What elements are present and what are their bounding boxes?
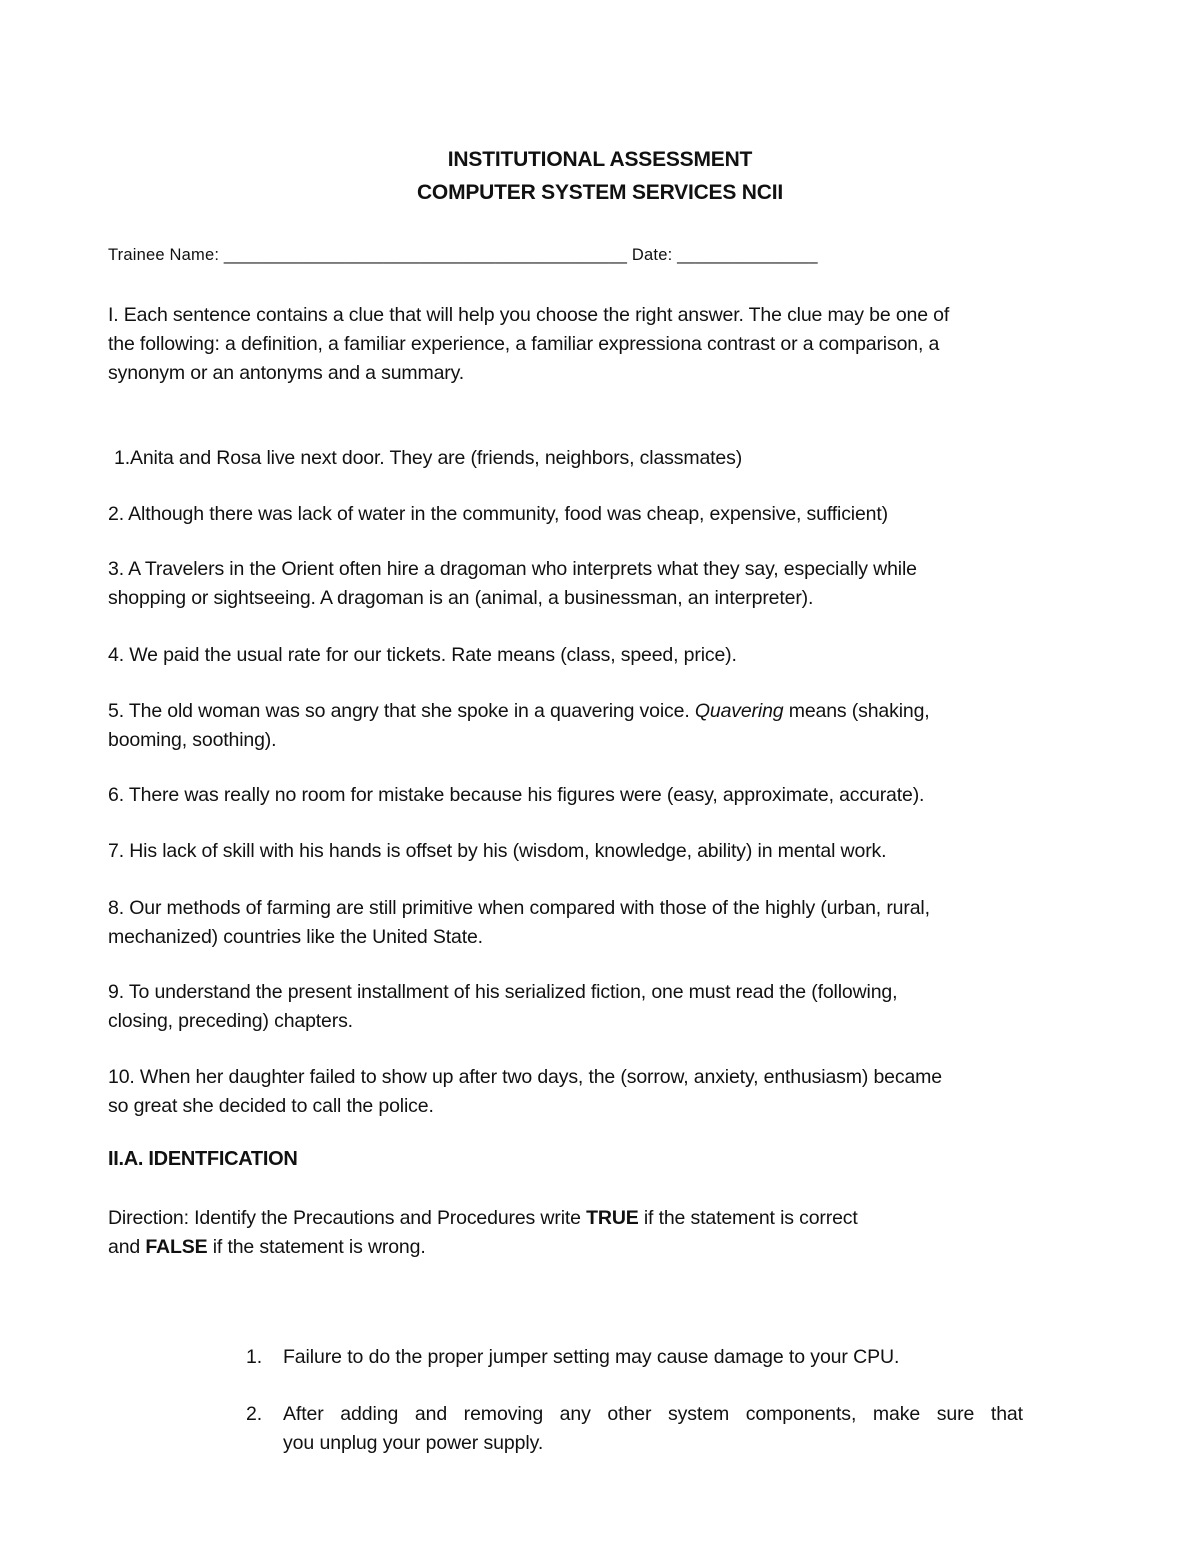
tf-item-1 <box>246 1343 1026 1373</box>
date-blank: _______________ <box>677 246 818 264</box>
question-text-part: 5. The old woman was so angry that she spoke in a quavering voice. <box>108 700 695 722</box>
tf-item-text <box>283 1343 1023 1372</box>
false-keyword: FALSE <box>145 1236 208 1258</box>
question-text: 10. When her daughter failed to show up after two days, the (sorrow, anxiety, enthusiasm) became <box>108 1066 942 1088</box>
question-text: 3. A Travelers in the Orient often hire a dragoman who interprets what they say, especially while <box>108 558 917 580</box>
question-text: so great she decided to call the police. <box>108 1095 434 1117</box>
question-10 <box>108 1063 1068 1121</box>
italic-term: Quavering <box>694 700 784 722</box>
question-4 <box>108 641 1068 670</box>
tf-item-number: 1. <box>246 1346 263 1368</box>
date-label: Date: <box>631 246 673 264</box>
question-text: 2. Although there was lack of water in the community, food was cheap, expensive, sufficient) <box>108 503 888 525</box>
question-3 <box>108 555 1068 613</box>
direction-text: if the statement is correct <box>638 1207 858 1229</box>
tf-item-number: 2. <box>246 1403 263 1425</box>
question-text: 8. Our methods of farming are still primitive when compared with those of the highly (urban, rural, <box>108 897 930 919</box>
direction-text: and <box>108 1236 146 1258</box>
question-text: closing, preceding) chapters. <box>108 1010 353 1032</box>
tf-item-line: Failure to do the proper jumper setting may cause damage to your CPU. <box>283 1346 900 1368</box>
question-2 <box>108 500 1068 529</box>
document-title: INSTITUTIONAL ASSESSMENT <box>447 148 753 171</box>
question-text-part: means (shaking, <box>783 700 930 722</box>
direction-text: Direction: Identify the Precautions and Procedures write <box>108 1207 587 1229</box>
trainee-info-line <box>108 246 818 265</box>
question-text: 1.Anita and Rosa live next door. They are (friends, neighbors, classmates) <box>114 447 743 469</box>
question-text: 9. To understand the present installment of his serialized fiction, one must read the (following, <box>108 981 898 1003</box>
direction-line <box>108 1204 1068 1233</box>
question-6 <box>108 781 1068 810</box>
question-text: shopping or sightseeing. A dragoman is an (animal, a businessman, an interpreter). <box>108 587 814 609</box>
tf-item-line: you unplug your power supply. <box>283 1432 544 1454</box>
question-9 <box>108 978 1068 1036</box>
section2-heading: II.A. IDENTFICATION <box>108 1148 298 1170</box>
tf-item-line: After adding and removing any other system components, make sure that <box>283 1403 1023 1425</box>
trainee-name-label: Trainee Name: <box>108 246 220 264</box>
section1-instructions <box>108 301 1068 388</box>
document-subtitle: COMPUTER SYSTEM SERVICES NCII <box>416 181 784 204</box>
question-1 <box>114 444 1074 473</box>
trainee-name-blank: ___________________________________________ <box>223 246 628 264</box>
tf-item-text <box>283 1400 1023 1458</box>
question-text <box>108 697 1068 726</box>
true-keyword: TRUE <box>586 1207 639 1229</box>
tf-item-2 <box>246 1400 1026 1460</box>
instructions-line: the following: a definition, a familiar experience, a familiar expressiona contrast or a comparison, a <box>108 333 940 355</box>
question-text: 7. His lack of skill with his hands is offset by his (wisdom, knowledge, ability) in mental work. <box>108 840 887 862</box>
question-7 <box>108 837 1068 866</box>
question-text: booming, soothing). <box>108 729 277 751</box>
question-text: 4. We paid the usual rate for our tickets. Rate means (class, speed, price). <box>108 644 737 666</box>
instructions-line: synonym or an antonyms and a summary. <box>108 362 465 384</box>
question-8 <box>108 894 1068 952</box>
question-text: mechanized) countries like the United State. <box>108 926 483 948</box>
question-text: 6. There was really no room for mistake because his figures were (easy, approximate, accurate). <box>108 784 925 806</box>
direction-text: if the statement is wrong. <box>207 1236 426 1258</box>
direction-line <box>108 1233 1068 1262</box>
section2-direction <box>108 1204 1068 1262</box>
instructions-line: I. Each sentence contains a clue that will help you choose the right answer. The clue may be one of <box>108 304 950 326</box>
question-5 <box>108 697 1068 755</box>
